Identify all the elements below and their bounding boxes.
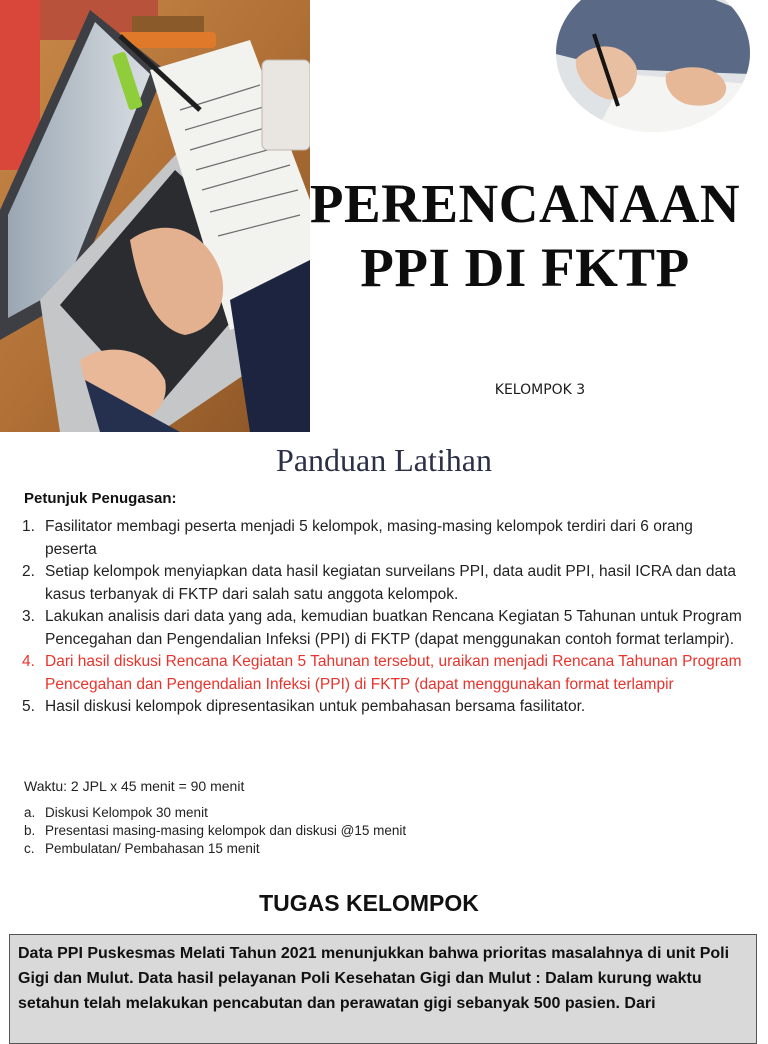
cover-title-line-2: PPI DI FKTP bbox=[360, 237, 690, 298]
item-letter: a. bbox=[24, 805, 36, 820]
item-text: Presentasi masing-masing kelompok dan diskusi @15 menit bbox=[45, 823, 407, 838]
writing-hand-photo bbox=[556, 0, 750, 132]
guide-slide bbox=[0, 432, 768, 872]
step-text: Lakukan analisis dari data yang ada, kemudian buatkan Rencana Kegiatan 5 Tahunan untuk Program Pencegahan dan Pengendalian Infeksi (PPI) di FKTP (dapat menggunakan contoh format terlampir). bbox=[45, 608, 742, 648]
step-text: Dari hasil diskusi Rencana Kegiatan 5 Tahunan tersebut, uraikan menjadi Rencana Tahunan Program Pencegahan dan Pengendalian Infeksi (PPI) di FKTP (dapat menggunakan format terlampir bbox=[45, 653, 742, 693]
task-description: Data PPI Puskesmas Melati Tahun 2021 menunjukkan bahwa prioritas masalahnya di unit Poli Gigi dan Mulut. Data hasil pelayanan Poli Kesehatan Gigi dan Mulut : Dalam kurung waktu setahun telah melakukan pencabutan dan perawatan gigi sebanyak 500 pasien. Dari bbox=[18, 945, 730, 1012]
item-letter: b. bbox=[24, 823, 36, 838]
step-item bbox=[22, 561, 742, 606]
guide-title: Panduan Latihan bbox=[276, 442, 492, 478]
step-text: Fasilitator membagi peserta menjadi 5 kelompok, masing-masing kelompok terdiri dari 6 orang peserta bbox=[45, 518, 693, 558]
step-number: 4. bbox=[22, 653, 35, 670]
step-text: Hasil diskusi kelompok dipresentasikan untuk pembahasan bersama fasilitator. bbox=[45, 698, 586, 715]
time-breakdown-item bbox=[24, 804, 406, 822]
time-breakdown-list bbox=[24, 804, 406, 858]
laptop-desk-photo bbox=[0, 0, 310, 432]
step-number: 2. bbox=[22, 563, 35, 580]
step-item bbox=[22, 696, 742, 719]
cover-slide bbox=[0, 0, 768, 432]
task-description-box bbox=[9, 934, 757, 1044]
step-number: 3. bbox=[22, 608, 35, 625]
step-item bbox=[22, 516, 742, 561]
item-text: Pembulatan/ Pembahasan 15 menit bbox=[45, 841, 260, 856]
step-number: 5. bbox=[22, 698, 35, 715]
task-slide bbox=[0, 872, 768, 1024]
time-allocation: Waktu: 2 JPL x 45 menit = 90 menit bbox=[24, 778, 245, 794]
steps-list bbox=[22, 516, 742, 719]
item-letter: c. bbox=[24, 841, 35, 856]
time-breakdown-item bbox=[24, 822, 406, 840]
step-item-highlighted bbox=[22, 651, 742, 696]
step-number: 1. bbox=[22, 518, 35, 535]
guide-intro: Petunjuk Penugasan: bbox=[24, 490, 177, 507]
cover-title bbox=[300, 172, 750, 300]
cover-subtitle: KELOMPOK 3 bbox=[494, 382, 586, 398]
time-breakdown-item bbox=[24, 840, 406, 858]
task-title: TUGAS KELOMPOK bbox=[259, 890, 479, 916]
item-text: Diskusi Kelompok 30 menit bbox=[45, 805, 208, 820]
cover-title-line-1: PERENCANAAN bbox=[309, 173, 741, 234]
step-text: Setiap kelompok menyiapkan data hasil kegiatan surveilans PPI, data audit PPI, hasil ICRA dan data kasus terbanyak di FKTP dari salah satu anggota kelompok. bbox=[45, 563, 737, 603]
step-item bbox=[22, 606, 742, 651]
